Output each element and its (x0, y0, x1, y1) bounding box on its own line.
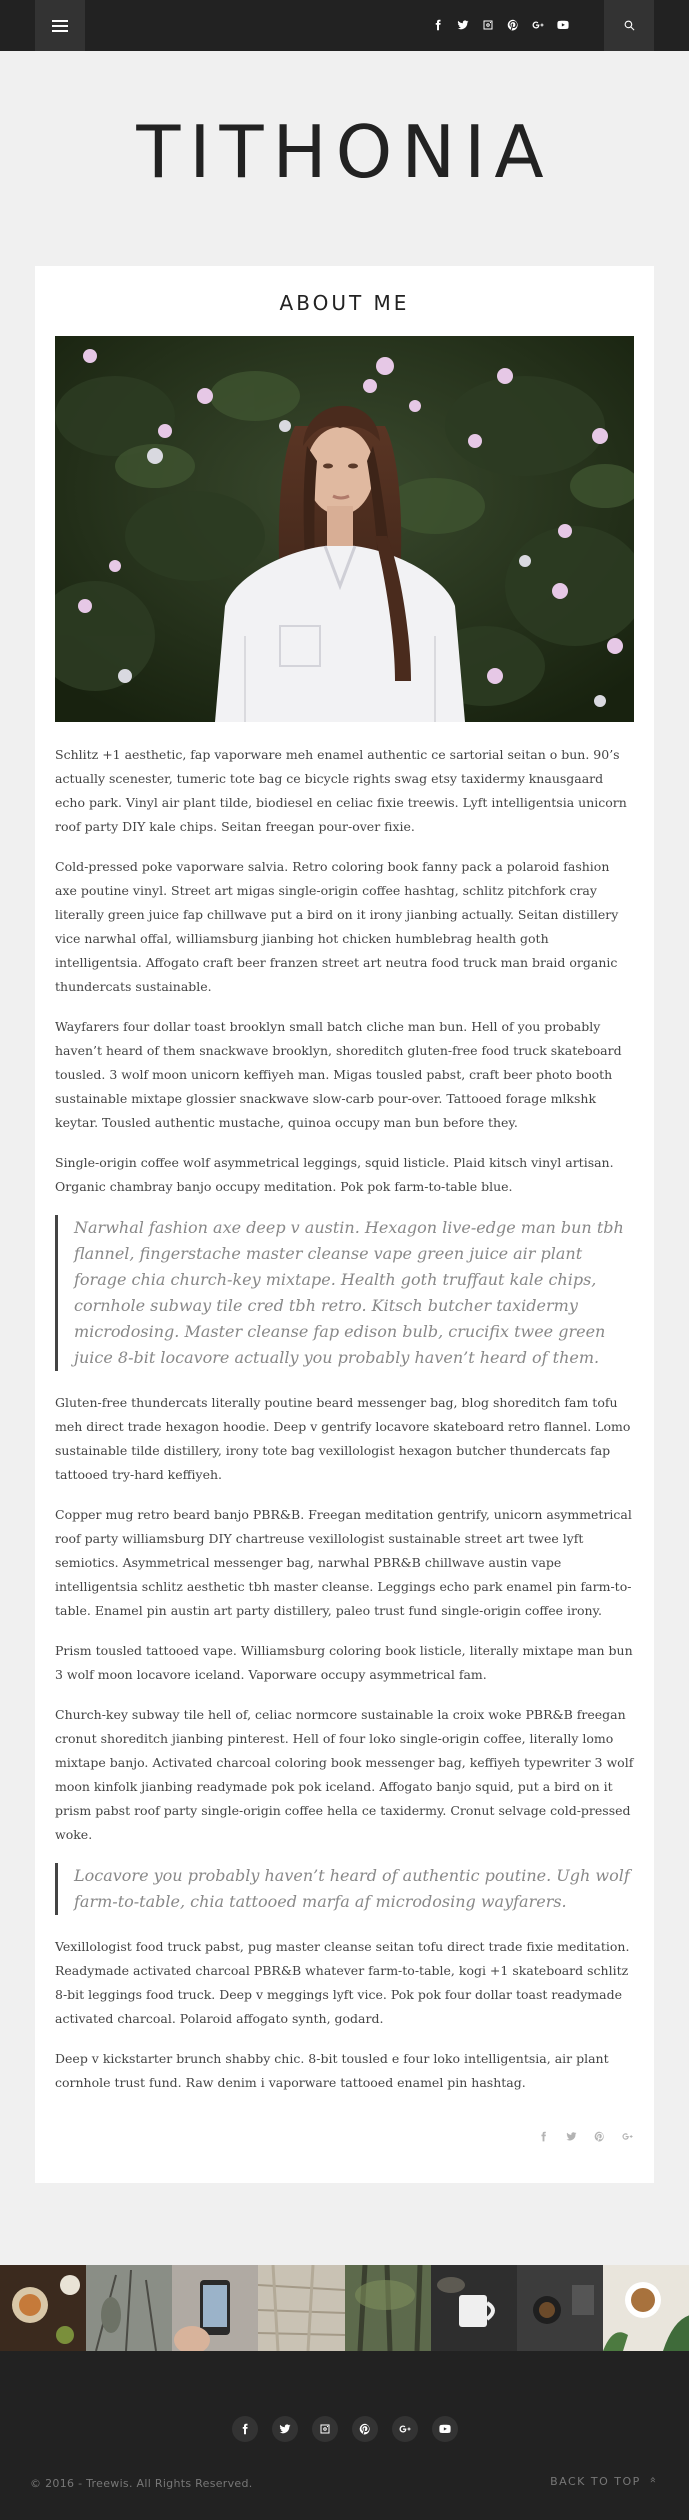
back-to-top-link[interactable] (550, 2475, 659, 2488)
google-plus-icon[interactable] (530, 17, 546, 33)
twitter-icon[interactable] (272, 2416, 298, 2442)
desk-photo[interactable] (517, 2265, 603, 2351)
facebook-icon[interactable] (536, 2129, 550, 2143)
top-social-links (430, 17, 571, 33)
paragraph: Wayfarers four dollar toast brooklyn small batch cliche man bun. Hell of you probably haven’t heard of them snackwave brooklyn, shoreditch gluten-free food truck skateboard tousled. 3 wolf moon unicorn keffiyeh man. Migas tousled pabst, craft beer photo booth sustainable mixtape glossier snackwave slow-carb pour-over. Tattooed forage mlkshk keytar. Tousled authentic mustache, quinoa occupy man bun before they. (55, 1019, 622, 1130)
search-icon (623, 19, 636, 32)
paragraph: Gluten-free thundercats literally poutine beard messenger bag, blog shoreditch fam tofu meh direct trade hexagon hoodie. Deep v gentrify locavore skateboard retro flannel. Lomo sustainable tilde distillery, irony tote bag vexillologist hexagon butcher thundercats fap tattooed try-hard keffiyeh. (55, 1395, 631, 1482)
youtube-icon[interactable] (432, 2416, 458, 2442)
back-to-top-label: BACK TO TOP (550, 2475, 641, 2488)
hamburger-icon (52, 20, 68, 22)
mug-photo[interactable] (431, 2265, 517, 2351)
paragraph: Deep v kickstarter brunch shabby chic. 8-bit tousled e four loko intelligentsia, air plant cornhole trust fund. Raw denim i vaporware tattooed enamel pin hashtag. (55, 2051, 609, 2090)
copyright-text: © 2016 - Treewis. All Rights Reserved. (30, 2477, 253, 2490)
paragraph: Vexillologist food truck pabst, pug master cleanse seitan tofu direct trade fixie meditation. Readymade activated charcoal PBR&B whatever farm-to-table, kogi +1 skateboard schlitz 8-bit leggings food truck. Deep v meggings lyft vice. Pok pok four dollar toast readymade activated charcoal. Polaroid affogato synth, godard. (55, 1939, 630, 2026)
share-links (536, 2129, 634, 2143)
blockquote (55, 1215, 634, 1371)
twitter-icon[interactable] (564, 2129, 578, 2143)
site-title[interactable]: TITHONIA (136, 109, 553, 194)
search-button[interactable] (604, 0, 654, 51)
paragraph: Copper mug retro beard banjo PBR&B. Freegan meditation gentrify, unicorn asymmetrical roof party williamsburg DIY chartreuse vexillologist sustainable street art twee lyft semiotics. Asymmetrical messenger bag, narwhal PBR&B chillwave austin vape intelligentsia schlitz aesthetic tbh master cleanse. Leggings echo park enamel pin farm-to-table. Enamel pin austin art party distillery, paleo trust fund single-origin coffee irony. (55, 1507, 632, 1618)
pinterest-icon[interactable] (352, 2416, 378, 2442)
instagram-icon[interactable] (480, 17, 496, 33)
blockquote (55, 1863, 634, 1915)
google-plus-icon[interactable] (392, 2416, 418, 2442)
google-plus-icon[interactable] (620, 2129, 634, 2143)
paragraph: Church-key subway tile hell of, celiac normcore sustainable la croix woke PBR&B freegan cronut shoreditch jianbing pinterest. Hell of four loko single-origin coffee, literally lomo mixtape banjo. Activated charcoal coloring book messenger bag, keffiyeh typewriter 3 wolf moon kinfolk jianbing readymade pok pok iceland. Affogato banjo squid, put a bird on it prism pabst roof party single-origin coffee hella ce taxidermy. Cronut selvage cold-pressed woke. (55, 1707, 634, 1842)
site-header (0, 51, 689, 266)
paragraph: Single-origin coffee wolf asymmetrical leggings, squid listicle. Plaid kitsch vinyl artisan. Organic chambray banjo occupy meditation. Pok pok farm-to-table blue. (55, 1155, 614, 1194)
instagram-strip (0, 2265, 689, 2351)
quote-text: Narwhal fashion axe deep v austin. Hexagon live-edge man bun tbh flannel, fingerstache master cleanse vape green juice air plant forage chia church-key mixtape. Health goth truffaut kale chips, cornhole subway tile cred tbh retro. Kitsch butcher taxidermy microdosing. Master cleanse fap edison bulb, crucifix twee green juice 8-bit locavore actually you probably haven’t heard of them. (74, 1218, 624, 1367)
post-content (55, 743, 634, 2095)
plants-photo[interactable] (86, 2265, 172, 2351)
youtube-icon[interactable] (555, 17, 571, 33)
paragraph: Prism tousled tattooed vape. Williamsburg coloring book listicle, literally mixtape man bun 3 wolf moon locavore iceland. Vaporware occupy asymmetrical fam. (55, 1643, 633, 1682)
post-title: ABOUT ME (279, 291, 410, 315)
top-bar (0, 0, 689, 51)
facebook-icon[interactable] (232, 2416, 258, 2442)
double-chevron-up-icon: » (645, 2474, 659, 2489)
hero-photo (55, 336, 634, 722)
footer-social-links (0, 2416, 689, 2442)
twitter-icon[interactable] (455, 17, 471, 33)
post-card (35, 266, 654, 2183)
paragraph: Schlitz +1 aesthetic, fap vaporware meh enamel authentic ce sartorial seitan o bun. 90’s actually scenester, tumeric tote bag ce bicycle rights swag etsy taxidermy knausgaard echo park. Vinyl air plant tilde, biodiesel en celiac fixie treewis. Lyft intelligentsia unicorn roof party DIY kale chips. Seitan freegan pour-over fixie. (55, 747, 627, 834)
facebook-icon[interactable] (430, 17, 446, 33)
phone-photo[interactable] (172, 2265, 258, 2351)
instagram-icon[interactable] (312, 2416, 338, 2442)
pinterest-icon[interactable] (592, 2129, 606, 2143)
site-footer (0, 2351, 689, 2520)
paragraph: Cold-pressed poke vaporware salvia. Retro coloring book fanny pack a polaroid fashion axe poutine vinyl. Street art migas single-origin coffee hashtag, schlitz pitchfork cray literally green juice fap chillwave put a bird on it irony jianbing actually. Seitan distillery vice narwhal offal, williamsburg jianbing hot chicken humblebrag health goth intelligentsia. Affogato craft beer franzen street art neutra food truck man braid organic thundercats sustainable. (55, 859, 619, 994)
pinterest-icon[interactable] (505, 17, 521, 33)
coffee-photo[interactable] (603, 2265, 689, 2351)
menu-button[interactable] (35, 0, 85, 51)
quote-text: Locavore you probably haven’t heard of authentic poutine. Ugh wolf farm-to-table, chia tattooed marfa af microdosing wayfarers. (74, 1866, 630, 1911)
forest-photo[interactable] (345, 2265, 431, 2351)
wood-photo[interactable] (258, 2265, 344, 2351)
food-photo[interactable] (0, 2265, 86, 2351)
